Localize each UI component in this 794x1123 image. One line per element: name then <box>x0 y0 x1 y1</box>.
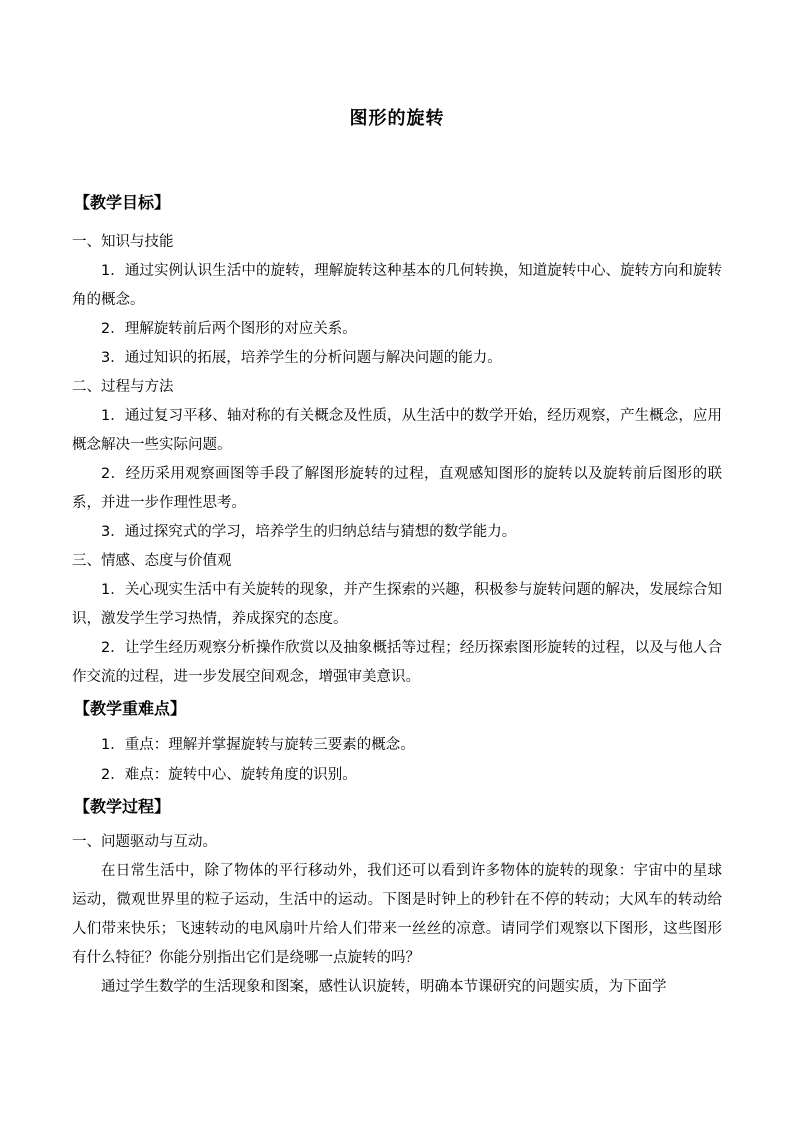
goal-knowledge-item-2: 2．理解旋转前后两个图形的对应关系。 <box>101 321 357 337</box>
page-title: 图形的旋转 <box>349 108 445 129</box>
subsection-knowledge-skills: 一、知识与技能 <box>72 234 174 250</box>
section-heading-teaching-goals: 【教学目标】 <box>74 193 171 212</box>
goal-knowledge-item-3: 3．通过知识的拓展，培养学生的分析问题与解决问题的能力。 <box>101 350 502 366</box>
goal-process-item-1: 1．通过复习平移、轴对称的有关概念及性质，从生活中的数学开始，经历观察，产生概念，应用概念解决一些实际问题。 <box>72 408 722 453</box>
goal-process-item-2: 2．经历采用观察画图等手段了解图形旋转的过程，直观感知图形的旋转以及旋转前后图形的联系，并进一步作理性思考。 <box>72 466 722 511</box>
document-body <box>72 188 722 1002</box>
goal-knowledge-item-1: 1．通过实例认识生活中的旋转，理解旋转这种基本的几何转换，知道旋转中心、旋转方向和旋转角的概念。 <box>72 263 722 308</box>
subsection-problem-driven: 一、问题驱动与互动。 <box>72 834 217 850</box>
process-paragraph-2: 通过学生数学的生活现象和图案，感性认识旋转，明确本节课研究的问题实质，为下面学 <box>101 979 667 995</box>
goal-process-item-3: 3．通过探究式的学习，培养学生的归纳总结与猜想的数学能力。 <box>101 524 517 540</box>
process-paragraph-1: 在日常生活中，除了物体的平行移动外，我们还可以看到许多物体的旋转的现象：宇宙中的星球运动，微观世界里的粒子运动，生活中的运动。下图是时钟上的秒针在不停的转动；大风车的转动给人们带来快乐；飞速转动的电风扇叶片给人们带来一丝丝的凉意。请同学们观察以下图形，这些图形有什么特征？你能分别指出它们是绕哪一点旋转的吗？ <box>72 863 722 966</box>
key-point-item-2: 2．难点：旋转中心、旋转角度的识别。 <box>101 767 357 783</box>
section-heading-key-points: 【教学重难点】 <box>74 699 187 718</box>
section-heading-teaching-process: 【教学过程】 <box>74 797 171 816</box>
goal-emotion-item-1: 1．关心现实生活中有关旋转的现象，并产生探索的兴趣，积极参与旋转问题的解决，发展综合知识，激发学生学习热情，养成探究的态度。 <box>72 582 722 627</box>
subsection-emotion-values: 三、情感、态度与价值观 <box>72 553 232 569</box>
key-point-item-1: 1．重点：理解并掌握旋转与旋转三要素的概念。 <box>101 737 415 753</box>
goal-emotion-item-2: 2．让学生经历观察分析操作欣赏以及抽象概括等过程；经历探索图形旋转的过程，以及与他人合作交流的过程，进一步发展空间观念，增强审美意识。 <box>72 640 722 685</box>
subsection-process-methods: 二、过程与方法 <box>72 379 174 395</box>
